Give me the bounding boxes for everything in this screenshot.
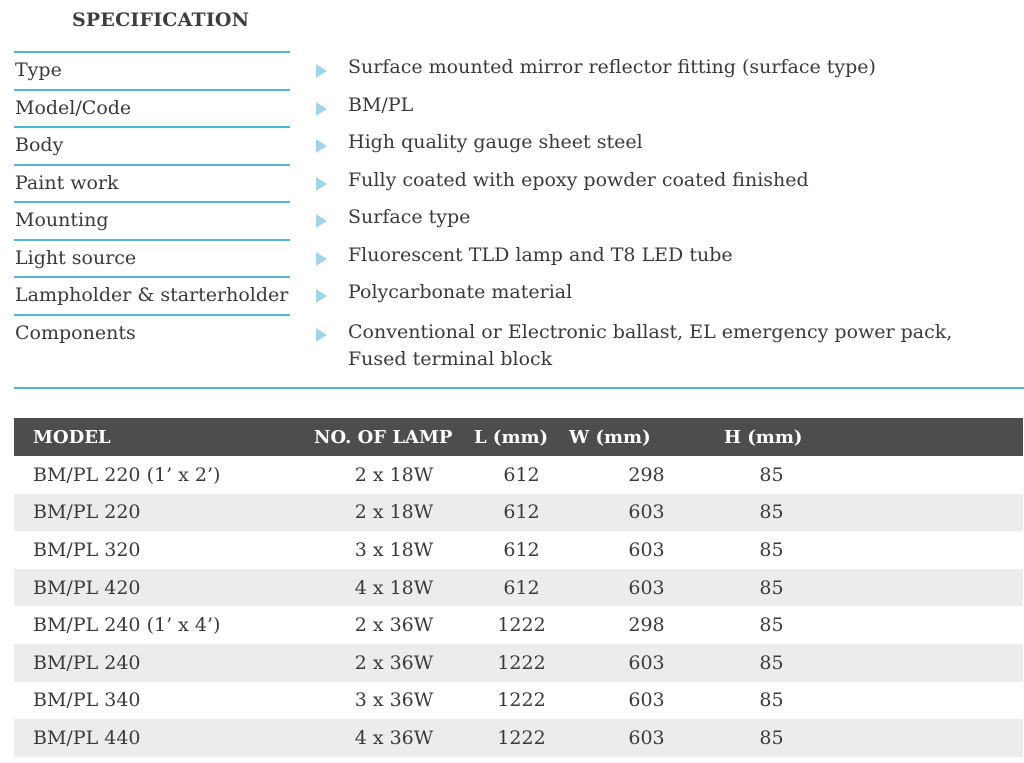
header-length: L (mm) [474, 418, 569, 456]
cell-no-of-lamp: 4 x 36W [314, 719, 474, 757]
arrow-icon [316, 102, 327, 116]
spec-label: Mounting [14, 201, 290, 238]
cell-filler [819, 682, 1023, 720]
spec-label: Body [14, 126, 290, 163]
table-row [14, 682, 1023, 720]
cell-width: 603 [569, 569, 724, 607]
spec-list [14, 51, 1024, 384]
cell-length: 612 [474, 494, 569, 532]
cell-length: 612 [503, 538, 540, 561]
table-row [14, 531, 1023, 569]
spec-row-body [14, 126, 1024, 164]
cell-model: BM/PL 240 [14, 644, 314, 682]
spec-label: Lampholder & starterholder [14, 276, 290, 313]
cell-model: BM/PL 320 [33, 538, 141, 561]
cell-no-of-lamp: 3 x 36W [354, 689, 434, 712]
cell-length: 612 [503, 463, 540, 486]
cell-width: 603 [628, 538, 665, 561]
spec-row-light-source [14, 239, 1024, 277]
cell-filler [819, 531, 1023, 569]
spec-row-model-code [14, 89, 1024, 127]
cell-width: 298 [628, 463, 665, 486]
spec-value: Fully coated with epoxy powder coated finished [348, 168, 809, 191]
cell-no-of-lamp: 4 x 18W [314, 569, 474, 607]
table-header-row [14, 418, 1023, 456]
cell-length: 1222 [497, 689, 546, 712]
spec-value: BM/PL [348, 93, 414, 116]
arrow-icon [316, 328, 327, 342]
spec-row-mounting [14, 201, 1024, 239]
cell-filler [819, 644, 1023, 682]
cell-filler [819, 456, 1023, 494]
table-row [14, 606, 1023, 644]
spec-value: Surface type [348, 206, 471, 228]
cell-length: 1222 [497, 614, 546, 637]
spec-value: Conventional or Electronic ballast, EL emergency power pack, [348, 320, 953, 343]
section-divider [14, 387, 1024, 389]
cell-length: 612 [474, 569, 569, 607]
spec-label: Paint work [14, 164, 290, 201]
spec-value: Fluorescent TLD lamp and T8 LED tube [348, 243, 733, 266]
spec-label: Model/Code [14, 89, 290, 126]
table-row [14, 719, 1023, 757]
cell-height: 85 [724, 644, 819, 682]
spec-value: Surface mounted mirror reflector fitting (surface type) [348, 56, 876, 78]
cell-no-of-lamp: 2 x 36W [314, 644, 474, 682]
cell-model: BM/PL 420 [14, 569, 314, 607]
cell-width: 603 [628, 689, 665, 712]
cell-height: 85 [759, 689, 784, 712]
cell-length: 1222 [474, 719, 569, 757]
cell-height: 85 [724, 719, 819, 757]
table-row [14, 644, 1023, 682]
spec-value-line2: Fused terminal block [348, 347, 553, 370]
cell-no-of-lamp: 2 x 18W [314, 494, 474, 532]
cell-height: 85 [759, 538, 784, 561]
arrow-icon [316, 289, 327, 303]
spec-row-type [14, 51, 1024, 89]
cell-filler [819, 719, 1023, 757]
cell-width: 298 [628, 614, 665, 637]
header-height: H (mm) [724, 418, 819, 456]
table-row [14, 456, 1023, 494]
arrow-icon [316, 214, 327, 228]
cell-no-of-lamp: 2 x 36W [354, 614, 434, 637]
cell-no-of-lamp: 2 x 18W [354, 463, 434, 486]
spec-title: SPECIFICATION [72, 9, 250, 31]
cell-model: BM/PL 340 [33, 689, 141, 712]
cell-model: BM/PL 220 [14, 494, 314, 532]
spec-label: Components [14, 314, 290, 351]
header-no-of-lamp: NO. OF LAMP [314, 418, 474, 456]
header-filler [819, 418, 1023, 456]
spec-label: Type [14, 51, 290, 88]
cell-width: 603 [569, 644, 724, 682]
model-table [14, 418, 1023, 757]
arrow-icon [316, 139, 327, 153]
spec-value: High quality gauge sheet steel [348, 131, 643, 153]
arrow-icon [316, 177, 327, 191]
spec-label: Light source [14, 239, 290, 276]
cell-width: 603 [569, 719, 724, 757]
arrow-icon [316, 252, 327, 266]
spec-value: Polycarbonate material [348, 281, 573, 303]
cell-height: 85 [724, 569, 819, 607]
cell-height: 85 [759, 463, 784, 486]
arrow-icon [316, 64, 327, 78]
cell-filler [819, 569, 1023, 607]
cell-model: BM/PL 220 (1’ x 2’) [33, 463, 221, 486]
spec-row-components [14, 314, 1024, 384]
cell-width: 603 [569, 494, 724, 532]
cell-filler [819, 494, 1023, 532]
cell-model: BM/PL 440 [14, 719, 314, 757]
header-width: W (mm) [569, 418, 724, 456]
spec-row-lampholder [14, 276, 1024, 314]
cell-length: 1222 [474, 644, 569, 682]
spec-row-paint-work [14, 164, 1024, 202]
cell-model: BM/PL 240 (1’ x 4’) [33, 614, 221, 637]
table-row [14, 569, 1023, 607]
header-model: MODEL [14, 418, 314, 456]
cell-filler [819, 606, 1023, 644]
cell-height: 85 [724, 494, 819, 532]
table-row [14, 494, 1023, 532]
cell-no-of-lamp: 3 x 18W [354, 538, 434, 561]
cell-height: 85 [759, 614, 784, 637]
